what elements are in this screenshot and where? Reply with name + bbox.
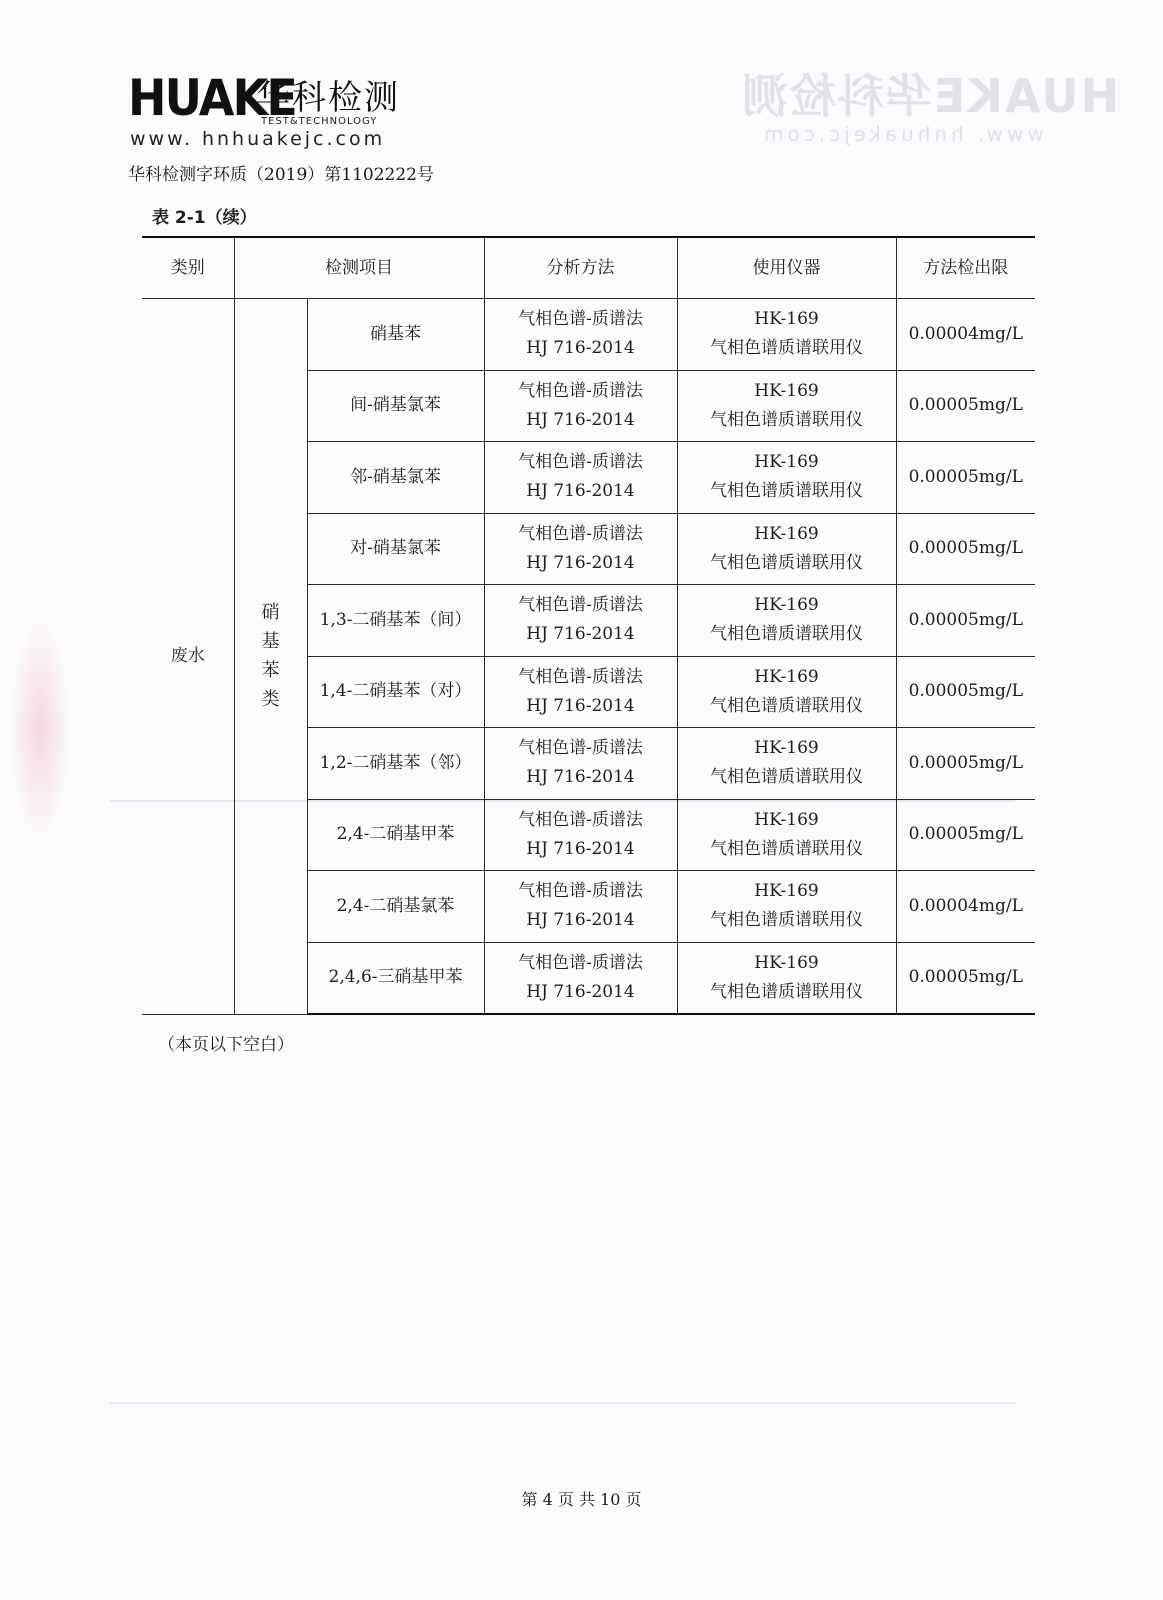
method-name: 气相色谱-质谱法 bbox=[518, 452, 643, 473]
page-footer: 第 4 页 共 10 页 bbox=[521, 1490, 642, 1509]
instrument-name: 气相色谱质谱联用仪 bbox=[710, 409, 863, 430]
instrument-id: HK-169 bbox=[754, 881, 819, 902]
method-standard: HJ 716-2014 bbox=[526, 695, 635, 716]
detection-limit-cell: 0.00005mg/L bbox=[896, 585, 1035, 657]
method-cell bbox=[484, 728, 677, 800]
method-cell bbox=[484, 942, 677, 1014]
method-standard: HJ 716-2014 bbox=[526, 552, 635, 573]
logo-mark: HUAKE bbox=[128, 69, 296, 127]
instrument-name: 气相色谱质谱联用仪 bbox=[710, 481, 863, 502]
item-cell: 1,2-二硝基苯（邻） bbox=[307, 728, 484, 800]
instrument-name: 气相色谱质谱联用仪 bbox=[710, 552, 863, 573]
header-method: 分析方法 bbox=[484, 237, 677, 299]
method-standard: HJ 716-2014 bbox=[526, 624, 635, 645]
method-name: 气相色谱-质谱法 bbox=[518, 738, 643, 759]
instrument-id: HK-169 bbox=[754, 809, 819, 830]
logo-subtitle: TEST&TECHNOLOGY bbox=[261, 116, 378, 127]
bleed-through-logo: HUAKE华科检测 bbox=[740, 69, 1120, 123]
method-cell bbox=[484, 799, 677, 871]
detection-limit-cell: 0.00005mg/L bbox=[896, 728, 1035, 800]
company-logo bbox=[128, 69, 418, 152]
instrument-cell bbox=[677, 513, 896, 585]
detection-limit-cell: 0.00005mg/L bbox=[896, 513, 1035, 585]
subcategory-cell bbox=[234, 299, 307, 1015]
header-category: 类别 bbox=[142, 237, 234, 299]
method-cell bbox=[484, 442, 677, 514]
method-name: 气相色谱-质谱法 bbox=[518, 809, 643, 830]
instrument-cell bbox=[677, 799, 896, 871]
detection-limit-cell: 0.00005mg/L bbox=[896, 442, 1035, 514]
instrument-name: 气相色谱质谱联用仪 bbox=[710, 981, 863, 1002]
method-standard: HJ 716-2014 bbox=[526, 981, 635, 1002]
instrument-name: 气相色谱质谱联用仪 bbox=[710, 624, 863, 645]
detection-limit-cell: 0.00004mg/L bbox=[896, 871, 1035, 943]
method-cell bbox=[484, 656, 677, 728]
item-cell: 间-硝基氯苯 bbox=[307, 370, 484, 442]
method-name: 气相色谱-质谱法 bbox=[518, 595, 643, 616]
seal-stamp-fragment bbox=[10, 620, 70, 840]
instrument-cell bbox=[677, 585, 896, 657]
instrument-name: 气相色谱质谱联用仪 bbox=[710, 910, 863, 931]
table-caption: 表 2-1（续） bbox=[152, 208, 257, 228]
method-name: 气相色谱-质谱法 bbox=[518, 666, 643, 687]
logo-chinese-name: 华科检测 bbox=[256, 78, 400, 118]
instrument-id: HK-169 bbox=[754, 738, 819, 759]
item-cell: 对-硝基氯苯 bbox=[307, 513, 484, 585]
instrument-id: HK-169 bbox=[754, 666, 819, 687]
method-name: 气相色谱-质谱法 bbox=[518, 380, 643, 401]
category-cell: 废水 bbox=[142, 299, 234, 1015]
item-cell: 2,4-二硝基甲苯 bbox=[307, 799, 484, 871]
report-number: 华科检测字环质（2019）第1102222号 bbox=[128, 165, 434, 185]
instrument-cell bbox=[677, 942, 896, 1014]
item-cell: 1,3-二硝基苯（间） bbox=[307, 585, 484, 657]
detection-limit-cell: 0.00005mg/L bbox=[896, 942, 1035, 1014]
instrument-cell bbox=[677, 442, 896, 514]
detection-methods-table bbox=[142, 236, 1035, 1015]
instrument-id: HK-169 bbox=[754, 952, 819, 973]
method-standard: HJ 716-2014 bbox=[526, 838, 635, 859]
logo-url: www. hnhuakejc.com bbox=[130, 128, 386, 150]
header-limit: 方法检出限 bbox=[896, 237, 1035, 299]
method-cell bbox=[484, 871, 677, 943]
method-standard: HJ 716-2014 bbox=[526, 409, 635, 430]
method-name: 气相色谱-质谱法 bbox=[518, 523, 643, 544]
instrument-cell bbox=[677, 370, 896, 442]
item-cell: 2,4-二硝基氯苯 bbox=[307, 871, 484, 943]
instrument-name: 气相色谱质谱联用仪 bbox=[710, 838, 863, 859]
instrument-name: 气相色谱质谱联用仪 bbox=[710, 338, 863, 359]
table-body bbox=[142, 299, 1035, 1015]
table-row bbox=[142, 299, 1035, 371]
method-cell bbox=[484, 513, 677, 585]
instrument-cell bbox=[677, 871, 896, 943]
instrument-id: HK-169 bbox=[754, 380, 819, 401]
method-standard: HJ 716-2014 bbox=[526, 338, 635, 359]
item-cell: 邻-硝基氯苯 bbox=[307, 442, 484, 514]
item-cell: 1,4-二硝基苯（对） bbox=[307, 656, 484, 728]
method-standard: HJ 716-2014 bbox=[526, 767, 635, 788]
instrument-id: HK-169 bbox=[754, 452, 819, 473]
method-standard: HJ 716-2014 bbox=[526, 910, 635, 931]
instrument-cell bbox=[677, 299, 896, 371]
header-instrument: 使用仪器 bbox=[677, 237, 896, 299]
method-cell bbox=[484, 370, 677, 442]
instrument-name: 气相色谱质谱联用仪 bbox=[710, 695, 863, 716]
instrument-id: HK-169 bbox=[754, 595, 819, 616]
detection-limit-cell: 0.00005mg/L bbox=[896, 656, 1035, 728]
blank-below-note: （本页以下空白） bbox=[158, 1035, 294, 1055]
subcategory-label: 硝基苯类 bbox=[261, 601, 280, 710]
method-cell bbox=[484, 585, 677, 657]
instrument-name: 气相色谱质谱联用仪 bbox=[710, 767, 863, 788]
item-cell: 2,4,6-三硝基甲苯 bbox=[307, 942, 484, 1014]
table-header-row bbox=[142, 237, 1035, 299]
header-item: 检测项目 bbox=[234, 237, 484, 299]
instrument-id: HK-169 bbox=[754, 309, 819, 330]
instrument-cell bbox=[677, 728, 896, 800]
item-cell: 硝基苯 bbox=[307, 299, 484, 371]
method-name: 气相色谱-质谱法 bbox=[518, 952, 643, 973]
instrument-cell bbox=[677, 656, 896, 728]
detection-limit-cell: 0.00005mg/L bbox=[896, 370, 1035, 442]
method-standard: HJ 716-2014 bbox=[526, 481, 635, 502]
method-name: 气相色谱-质谱法 bbox=[518, 881, 643, 902]
instrument-id: HK-169 bbox=[754, 523, 819, 544]
method-name: 气相色谱-质谱法 bbox=[518, 309, 643, 330]
detection-limit-cell: 0.00005mg/L bbox=[896, 799, 1035, 871]
method-cell bbox=[484, 299, 677, 371]
bleed-through-url: www. hnhuakejc.com bbox=[760, 122, 1044, 146]
detection-limit-cell: 0.00004mg/L bbox=[896, 299, 1035, 371]
